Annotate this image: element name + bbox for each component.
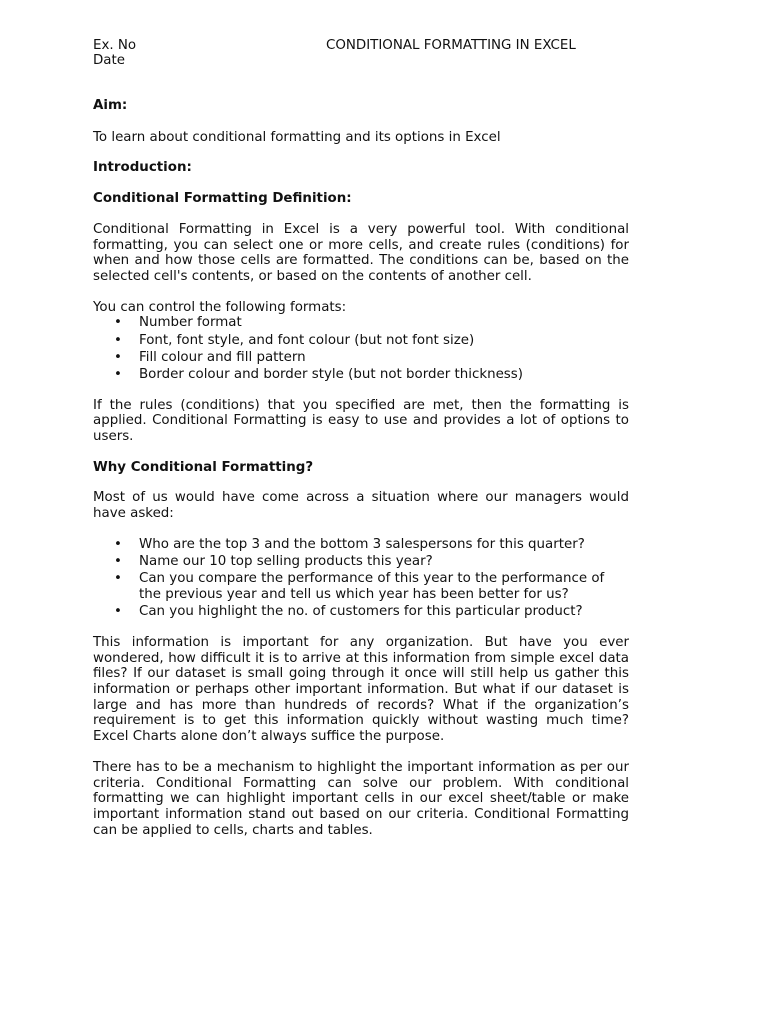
rules-paragraph: If the rules (conditions) that you specified are met, then the formatting is applied. Conditional Formatting is easy to use and provides a lot of options to users. (93, 397, 629, 445)
definition-heading: Conditional Formatting Definition: (93, 191, 352, 207)
formats-intro: You can control the following formats: (93, 299, 347, 315)
document-page (93, 38, 629, 838)
aim-text: To learn about conditional formatting and its options in Excel (93, 129, 501, 145)
list-item: • Who are the top 3 and the bottom 3 salespersons for this quarter? (93, 537, 629, 553)
list-item: • Font, font style, and font colour (but not font size) (93, 333, 629, 349)
date-label: Date (93, 53, 126, 68)
mechanism-paragraph: There has to be a mechanism to highlight the important information as per our criteria. Conditional Formatting can solve our problem. With conditional formatting we can highlight important cells in our excel sheet/table or make important information stand out based on our criteria. Conditional Formatting can be applied to cells, charts and tables. (93, 759, 629, 838)
document-title: CONDITIONAL FORMATTING IN EXCEL (326, 38, 576, 53)
definition-paragraph: Conditional Formatting in Excel is a very powerful tool. With conditional formatting, you can select one or more cells, and create rules (conditions) for when and how those cells are formatted. The conditions can be, based on the selected cell's contents, or based on the contents of another cell. (93, 221, 629, 284)
list-item: • Can you compare the performance of this year to the performance of the previous year and tell us which year has been better for us? (93, 571, 629, 602)
ex-no-label: Ex. No (93, 38, 137, 53)
list-item: • Fill colour and fill pattern (93, 350, 629, 366)
document-header (93, 38, 629, 69)
list-item: • Border colour and border style (but not border thickness) (93, 367, 629, 383)
list-item: • Name our 10 top selling products this year? (93, 554, 629, 570)
formats-list (93, 315, 629, 382)
list-item: • Can you highlight the no. of customers for this particular product? (93, 604, 629, 620)
introduction-heading: Introduction: (93, 160, 192, 176)
aim-heading: Aim: (93, 98, 128, 113)
why-heading: Why Conditional Formatting? (93, 459, 314, 475)
questions-list (93, 537, 629, 620)
importance-paragraph: This information is important for any organization. But have you ever wondered, how difficult it is to arrive at this information from simple excel data files? If our dataset is small going through it once will still help us gather this information or perhaps other important information. But what if our dataset is large and has more than hundreds of records? What if the organization’s requirement is to get this information quickly without wasting much time? Excel Charts alone don’t always suffice the purpose. (93, 634, 629, 745)
list-item: • Number format (93, 315, 629, 331)
why-intro: Most of us would have come across a situation where our managers would have asked: (93, 490, 629, 522)
